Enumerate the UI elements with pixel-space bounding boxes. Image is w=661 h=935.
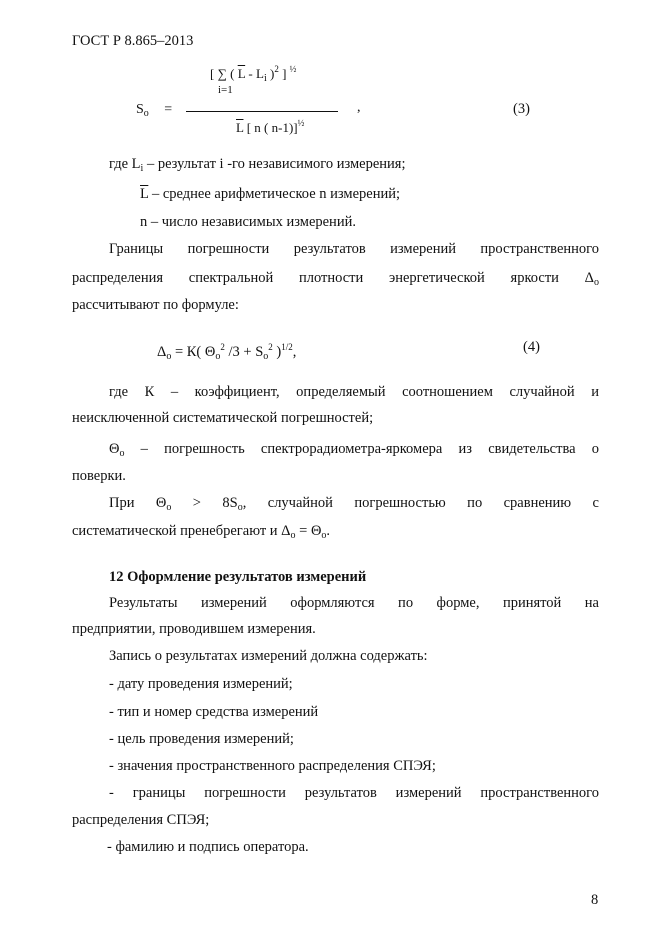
list-item: - значения пространственного распределения СПЭЯ; bbox=[109, 758, 436, 774]
paragraph-pri-line2: систематической пренебрегают и $\Delta_o = \Theta_o$. bbox=[72, 523, 331, 541]
list-item: - цель проведения измерений; bbox=[109, 731, 294, 747]
list-item-5-line1: - границы погрешности результатов измерений пространственного bbox=[109, 785, 599, 801]
document-header: ГОСТ Р 8.865–2013 bbox=[72, 33, 194, 49]
paragraph-bounds-line3: рассчитывают по формуле: bbox=[72, 297, 239, 313]
formula-3-denominator: $\overline{L}$ [ n ( n-1)]$^{\frac{1}{2}}$ bbox=[236, 118, 305, 135]
paragraph-pri-line1: При $\Theta_o > 8S_o$, случайной погрешностью по сравнению с bbox=[109, 495, 599, 513]
list-item: - фамилию и подпись оператора. bbox=[107, 839, 309, 855]
section-p1-line1: Результаты измерений оформляются по форме, принятой на bbox=[109, 595, 599, 611]
section-p2: Запись о результатах измерений должна содержать: bbox=[109, 648, 428, 664]
formula-3-numerator: [ ∑ ( $\overline{L} - L_i$ )$^2$ ] $^{\frac{1}{2}}$ bbox=[210, 64, 297, 84]
formula-3-number: (3) bbox=[513, 101, 530, 117]
formula-3-lhs: $S_o$ = bbox=[136, 102, 173, 119]
section-heading: 12 Оформление результатов измерений bbox=[109, 569, 367, 585]
formula-3-fraction-line bbox=[186, 111, 338, 112]
section-p1-line2: предприятии, проводившем измерения. bbox=[72, 621, 316, 637]
formula-3-comma: , bbox=[357, 100, 361, 115]
formula-3-index: i=1 bbox=[218, 84, 233, 96]
list-item-5-line2: распределения СПЭЯ; bbox=[72, 812, 210, 828]
paragraph-theta-line1: $\Theta_o$ – погрешность спектрорадиометра-яркомера из свидетельства о bbox=[109, 441, 599, 459]
paragraph-bounds-line1: Границы погрешности результатов измерений пространственного bbox=[109, 241, 599, 257]
paragraph-bounds-line2: распределения спектральной плотности энергетической яркости $\Delta_o$ bbox=[72, 270, 599, 288]
formula-4: $\Delta_o = К$( $\Theta_o^2$ $/3 + S_o^2$ )$^{1/2}$, bbox=[157, 342, 297, 362]
page-number: 8 bbox=[591, 892, 599, 908]
list-item: - тип и номер средства измерений bbox=[109, 704, 319, 720]
paragraph-theta-line2: поверки. bbox=[72, 468, 126, 484]
definition-li: где $L_i$ – результат i -го независимого измерения; bbox=[109, 156, 406, 174]
definition-n: n – число независимых измерений. bbox=[140, 214, 356, 230]
definition-lbar: $\overline{L}$ – среднее арифметическое n измерений; bbox=[140, 186, 401, 202]
list-item: - дату проведения измерений; bbox=[109, 676, 293, 692]
paragraph-k-line1: где К – коэффициент, определяемый соотношением случайной и bbox=[109, 384, 599, 400]
paragraph-k-line2: неисключенной систематической погрешностей; bbox=[72, 410, 374, 426]
formula-4-number: (4) bbox=[523, 339, 540, 355]
